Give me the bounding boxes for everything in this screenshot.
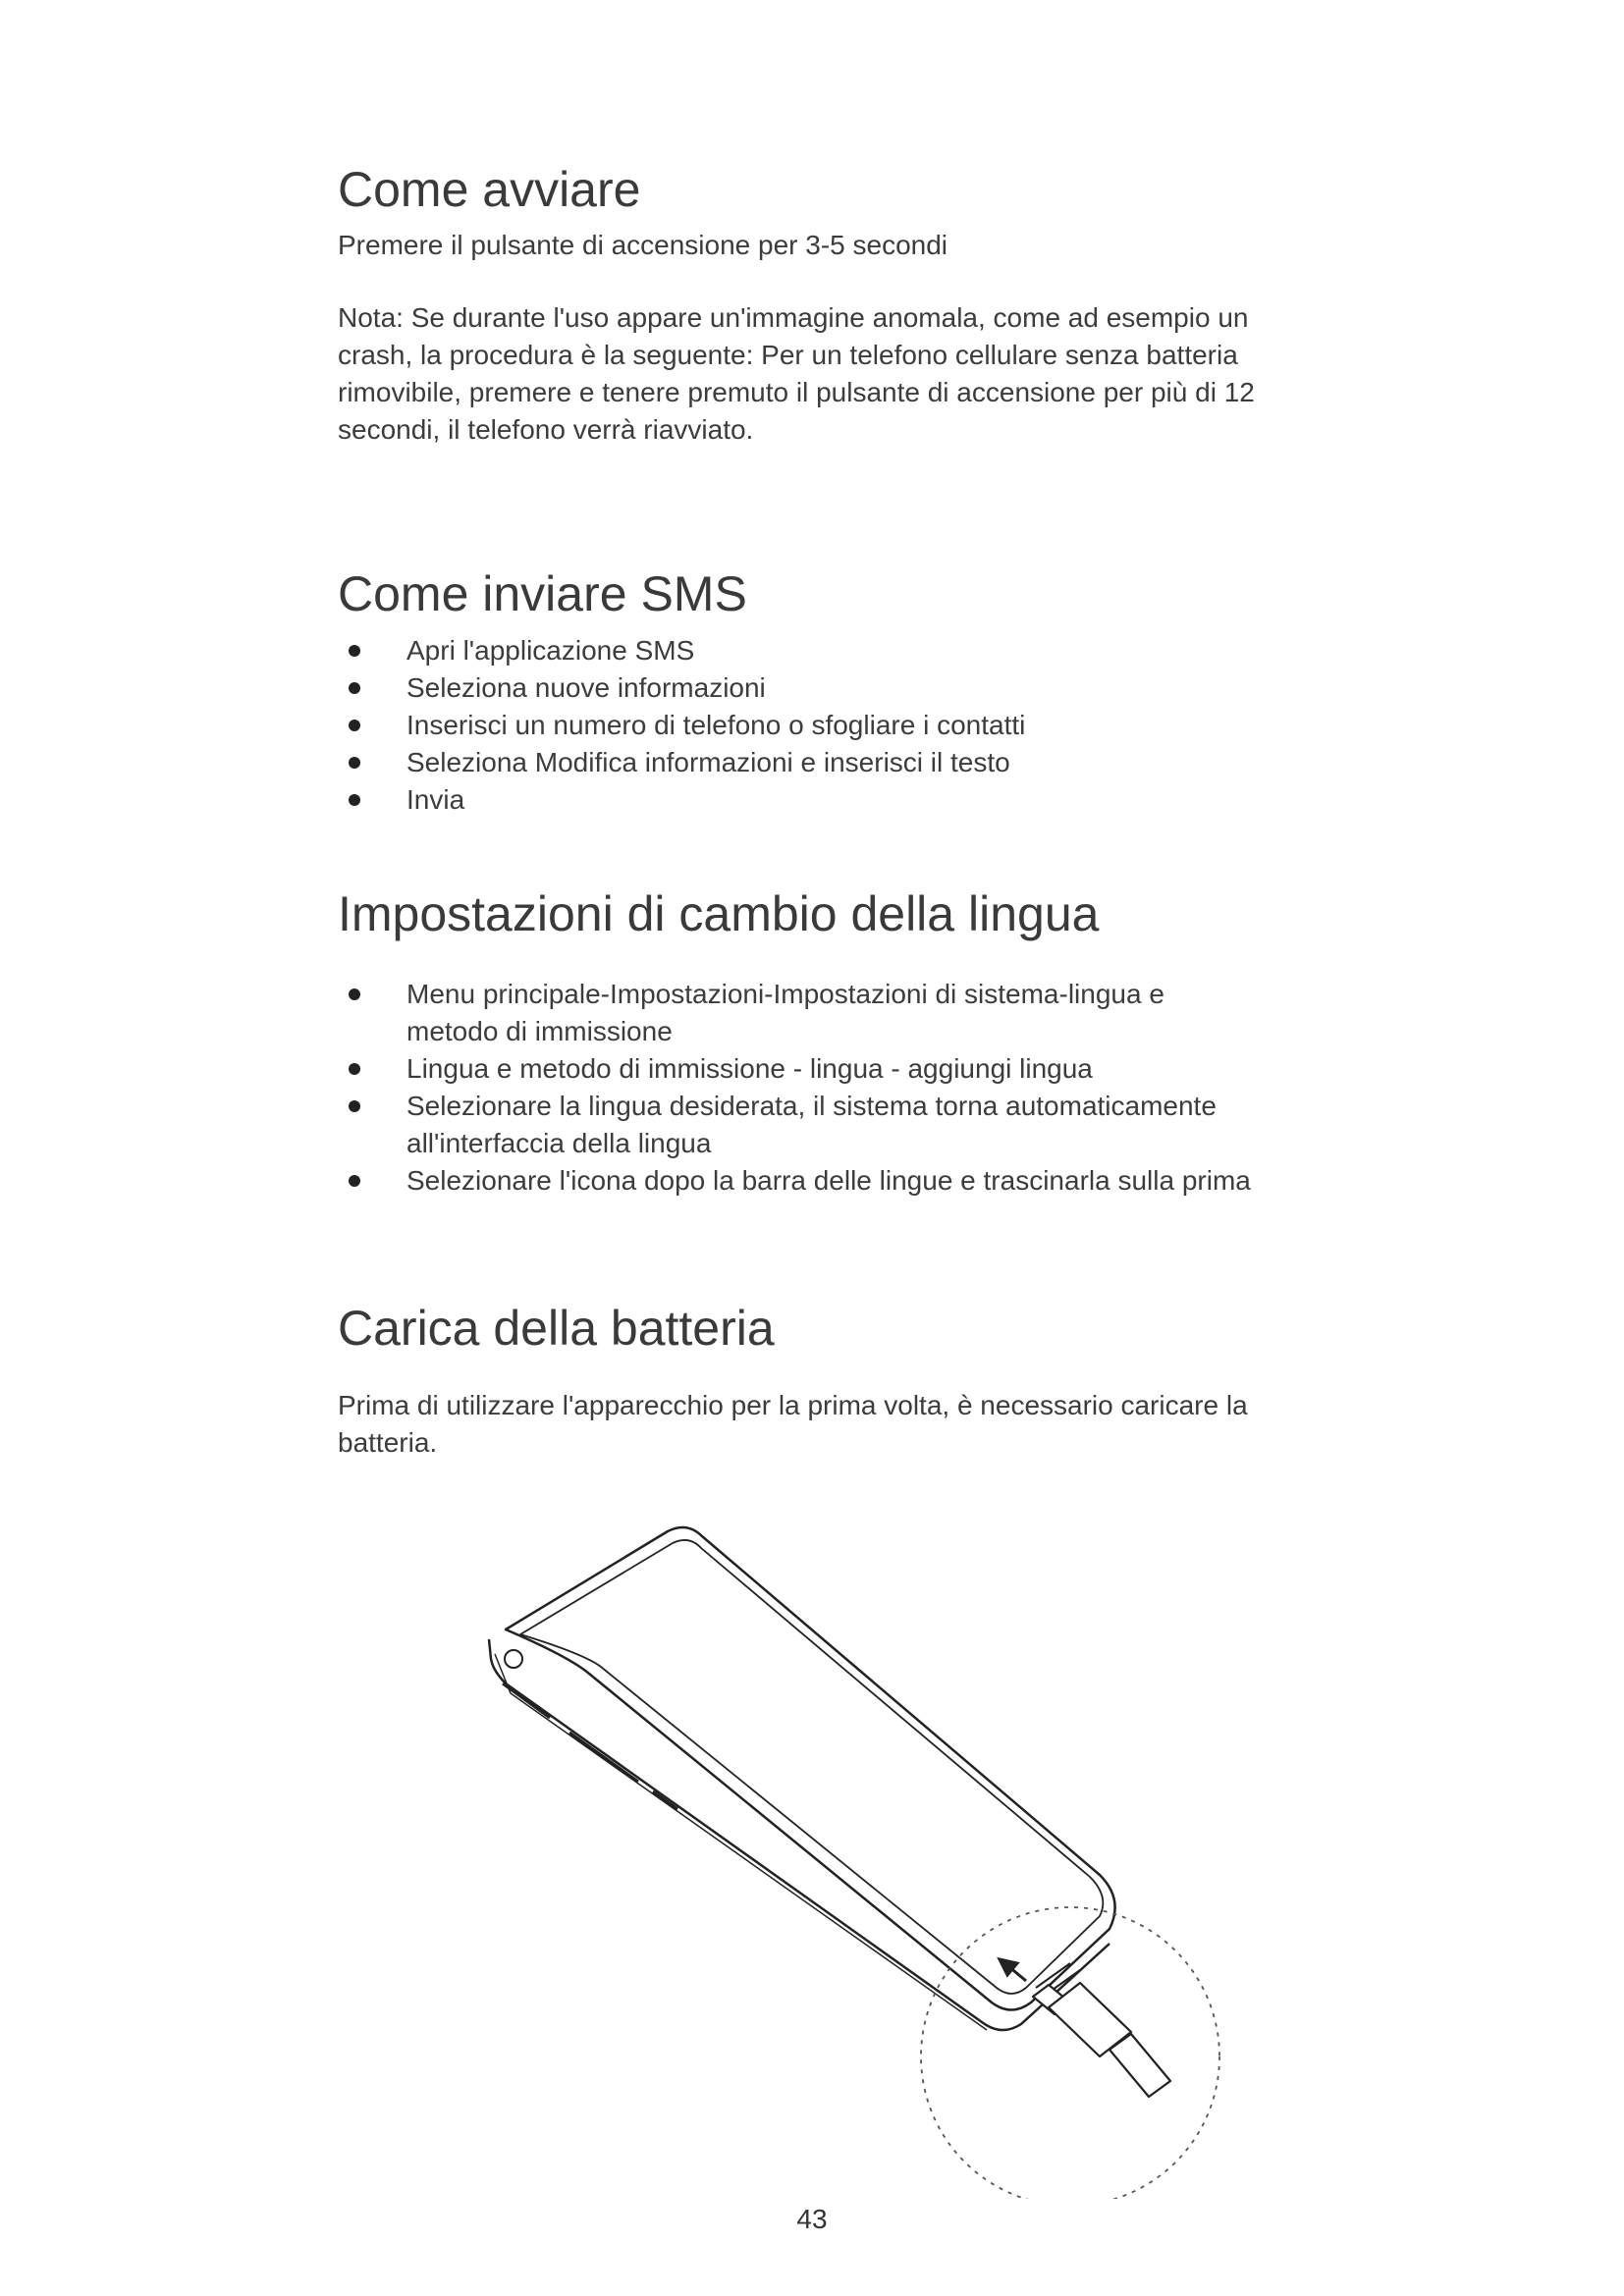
bullet-icon — [349, 794, 360, 806]
language-steps-list — [338, 976, 1261, 1200]
usb-cable-plug — [1033, 1983, 1170, 2097]
bullet-icon — [349, 988, 360, 1000]
sms-steps-list — [338, 632, 1261, 819]
list-item: Selezionare l'icona dopo la barra delle lingue e trascinarla sulla prima — [338, 1162, 1261, 1200]
start-note-text: Nota: Se durante l'uso appare un'immagine anomala, come ad esempio un crash, la procedura è la seguente: Per un telefono cellulare senza batteria rimovibile, premere e tenere premuto il pulsante di accensione per più di 12 secondi, il telefono verrà riavviato. — [338, 302, 1255, 445]
start-intro-text: Premere il pulsante di accensione per 3-5 secondi — [338, 230, 948, 260]
bullet-icon — [349, 1063, 360, 1075]
list-item: Menu principale-Impostazioni-Impostazioni di sistema-lingua e metodo di immissione — [338, 976, 1261, 1050]
list-item: Inserisci un numero di telefono o sfogliare i contatti — [338, 707, 1261, 744]
front-camera-icon — [505, 1650, 522, 1668]
list-item: Seleziona nuove informazioni — [338, 669, 1261, 707]
list-item: Selezionare la lingua desiderata, il sistema torna automaticamente all'interfaccia della lingua — [338, 1088, 1261, 1162]
battery-text: Prima di utilizzare l'apparecchio per la prima volta, è necessario caricare la batteria. — [338, 1390, 1248, 1458]
list-item: Apri l'applicazione SMS — [338, 632, 1261, 669]
zoom-detail-circle — [921, 1907, 1219, 2199]
bullet-icon — [349, 645, 360, 657]
bullet-icon — [349, 682, 360, 694]
bullet-icon — [349, 1175, 360, 1187]
list-item: Lingua e metodo di immissione - lingua - aggiungi lingua — [338, 1050, 1261, 1088]
side-button-1 — [503, 1683, 550, 1718]
section-title-language: Impostazioni di cambio della lingua — [338, 886, 1100, 941]
section-title-start: Come avviare — [338, 162, 641, 217]
bullet-icon — [349, 720, 360, 731]
insert-arrow-icon — [1000, 1959, 1026, 1981]
bullet-icon — [349, 1100, 360, 1112]
side-button-2 — [569, 1733, 638, 1782]
page-number: 43 — [796, 2204, 828, 2234]
list-item: Invia — [338, 781, 1261, 819]
section-title-battery: Carica della batteria — [338, 1301, 775, 1356]
phone-body-outline — [506, 1527, 1115, 2010]
list-item: Seleziona Modifica informazioni e inserisci il testo — [338, 744, 1261, 781]
section-title-sms: Come inviare SMS — [338, 566, 747, 621]
phone-screen-outline — [520, 1540, 1103, 1994]
bullet-icon — [349, 757, 360, 769]
phone-charging-usb-illustration — [432, 1512, 1237, 2199]
